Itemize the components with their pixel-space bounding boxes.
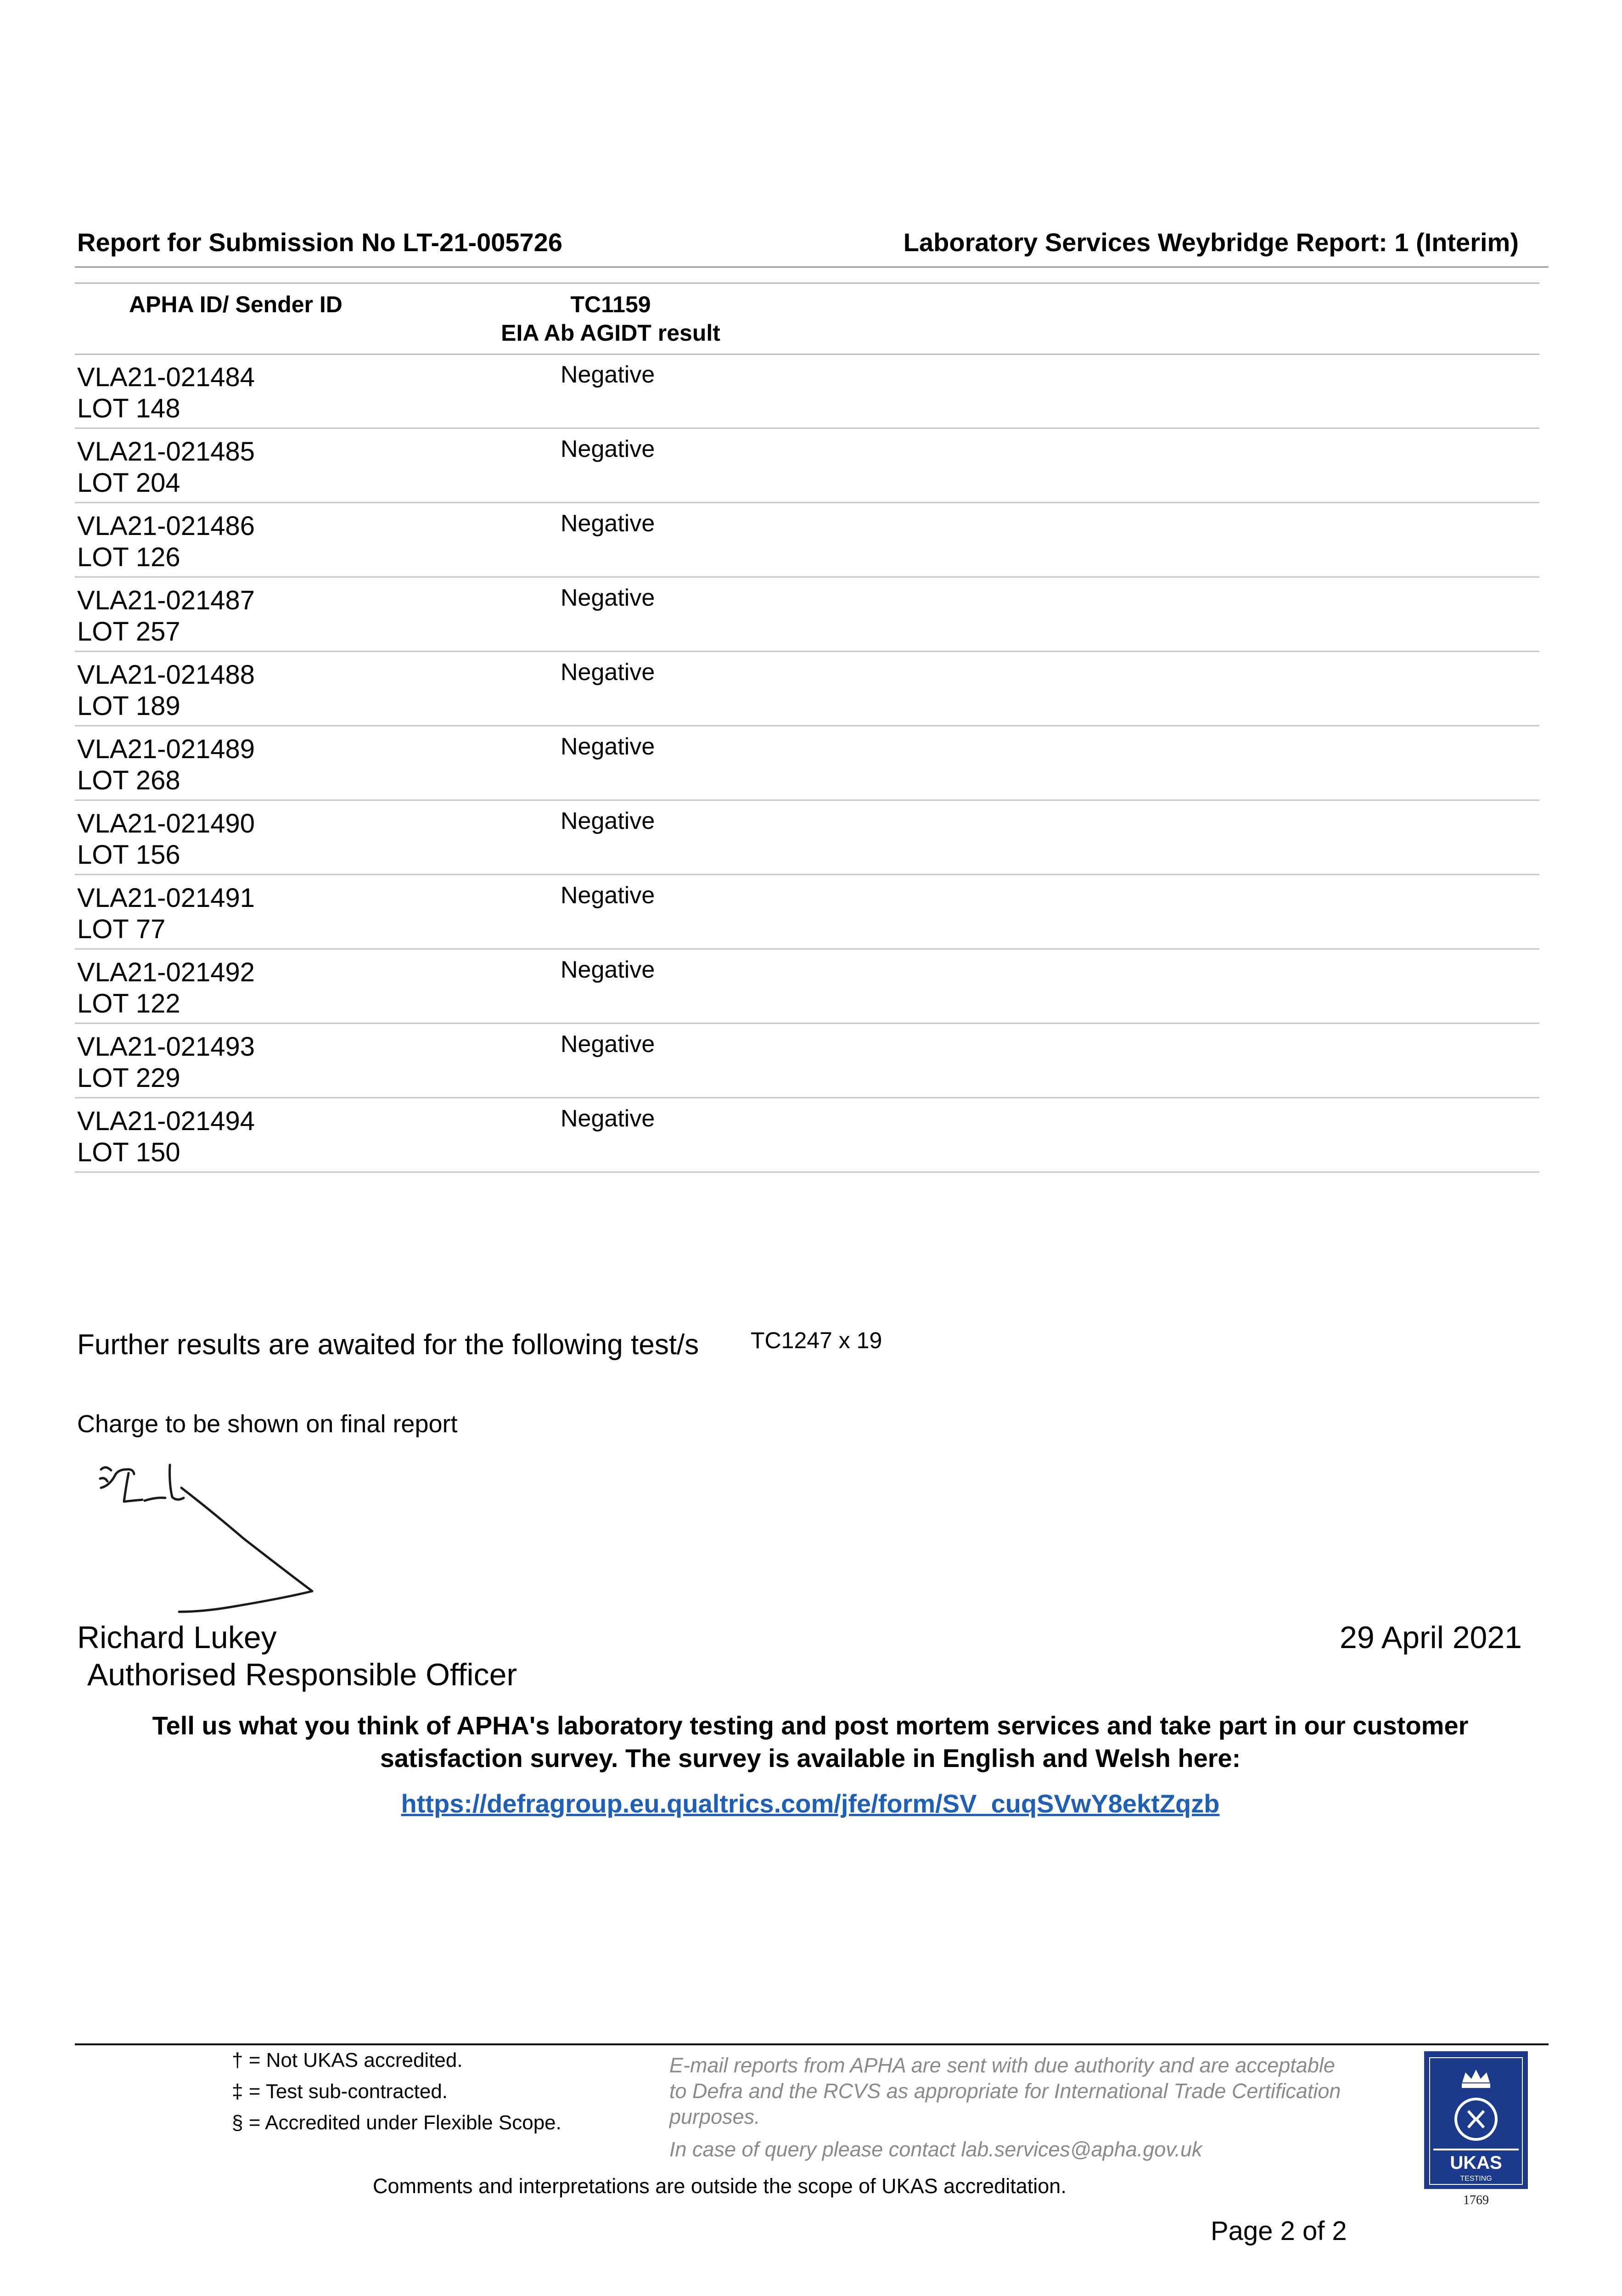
test-result: Negative	[561, 882, 655, 909]
sender-lot: LOT 204	[77, 468, 180, 498]
sender-lot: LOT 150	[77, 1137, 180, 1167]
test-result: Negative	[561, 436, 655, 462]
page-number: Page 2 of 2	[1211, 2216, 1347, 2246]
sample-id: VLA21-021488	[77, 660, 255, 690]
table-row	[75, 801, 1539, 875]
signature-image	[92, 1460, 340, 1616]
further-results-tests: TC1247 x 19	[751, 1328, 882, 1353]
test-result: Negative	[561, 733, 655, 760]
email-authority-note: E-mail reports from APHA are sent with due authority and are acceptable to Defra and the RCVS as appropriate for International Trade Certification purposes.	[669, 2054, 1341, 2128]
test-result: Negative	[561, 361, 655, 388]
sender-lot: LOT 268	[77, 765, 180, 795]
test-result: Negative	[561, 1105, 655, 1132]
column-header-test-name: EIA Ab AGIDT result	[501, 320, 720, 346]
legend-sub-contracted: ‡ = Test sub-contracted.	[232, 2080, 448, 2103]
sample-id: VLA21-021493	[77, 1032, 255, 1062]
legend-flexible-scope: § = Accredited under Flexible Scope.	[232, 2111, 561, 2134]
ukas-scope-note: Comments and interpretations are outside the scope of UKAS accreditation.	[373, 2174, 1066, 2198]
table-row	[75, 429, 1539, 503]
sample-id: VLA21-021494	[77, 1106, 255, 1136]
sample-id: VLA21-021486	[77, 511, 255, 541]
ukas-logo-text: UKAS	[1450, 2153, 1502, 2173]
sender-lot: LOT 77	[77, 914, 166, 944]
further-results-text: Further results are awaited for the following test/s	[77, 1329, 699, 1361]
survey-link-container	[92, 1789, 1529, 1818]
table-row	[75, 578, 1539, 652]
sender-lot: LOT 156	[77, 840, 180, 870]
results-table	[75, 355, 1539, 1173]
signer-name: Richard Lukey	[77, 1620, 277, 1655]
footer-rule	[75, 2043, 1549, 2045]
sender-lot: LOT 257	[77, 617, 180, 647]
sender-lot: LOT 126	[77, 542, 180, 572]
table-top-rule	[75, 282, 1539, 284]
query-contact-note: In case of query please contact lab.services@apha.gov.uk	[669, 2138, 1202, 2161]
sample-id: VLA21-021487	[77, 585, 255, 615]
table-row	[75, 355, 1539, 429]
column-header-test	[473, 290, 748, 347]
report-lab-title: Laboratory Services Weybridge Report: 1 (Interim)	[903, 228, 1519, 257]
test-result: Negative	[561, 510, 655, 537]
table-row	[75, 1098, 1539, 1173]
ukas-logo-number: 1769	[1463, 2193, 1489, 2207]
sender-lot: LOT 229	[77, 1063, 180, 1093]
column-header-test-code: TC1159	[570, 292, 651, 317]
column-header-id: APHA ID/ Sender ID	[129, 292, 342, 317]
table-row	[75, 1024, 1539, 1098]
legend-not-accredited: † = Not UKAS accredited.	[232, 2049, 463, 2071]
table-row	[75, 726, 1539, 801]
table-row	[75, 503, 1539, 578]
sender-lot: LOT 122	[77, 989, 180, 1019]
sample-id: VLA21-021492	[77, 957, 255, 987]
report-submission-title: Report for Submission No LT-21-005726	[77, 228, 562, 257]
ukas-logo-sub: TESTING	[1460, 2175, 1492, 2183]
sender-lot: LOT 148	[77, 394, 180, 423]
sample-id: VLA21-021485	[77, 437, 255, 467]
test-result: Negative	[561, 957, 655, 983]
report-date: 29 April 2021	[1340, 1620, 1522, 1655]
header-rule	[75, 266, 1549, 268]
charge-note: Charge to be shown on final report	[77, 1410, 458, 1438]
sample-id: VLA21-021489	[77, 734, 255, 764]
sample-id: VLA21-021491	[77, 883, 255, 913]
test-result: Negative	[561, 585, 655, 611]
test-result: Negative	[561, 808, 655, 834]
sample-id: VLA21-021490	[77, 809, 255, 838]
sender-lot: LOT 189	[77, 691, 180, 721]
table-row	[75, 652, 1539, 726]
ukas-logo	[1423, 2050, 1529, 2211]
survey-link[interactable]: https://defragroup.eu.qualtrics.com/jfe/form/SV_cuqSVwY8ektZqzb	[401, 1789, 1220, 1818]
table-row	[75, 875, 1539, 950]
test-result: Negative	[561, 659, 655, 686]
signer-role: Authorised Responsible Officer	[87, 1657, 517, 1692]
survey-invitation: Tell us what you think of APHA's laboratory testing and post mortem services and take part in our customer satisfaction survey. The survey is available in English and Welsh here:	[152, 1711, 1469, 1773]
test-result: Negative	[561, 1031, 655, 1058]
table-row	[75, 950, 1539, 1024]
sample-id: VLA21-021484	[77, 362, 255, 392]
